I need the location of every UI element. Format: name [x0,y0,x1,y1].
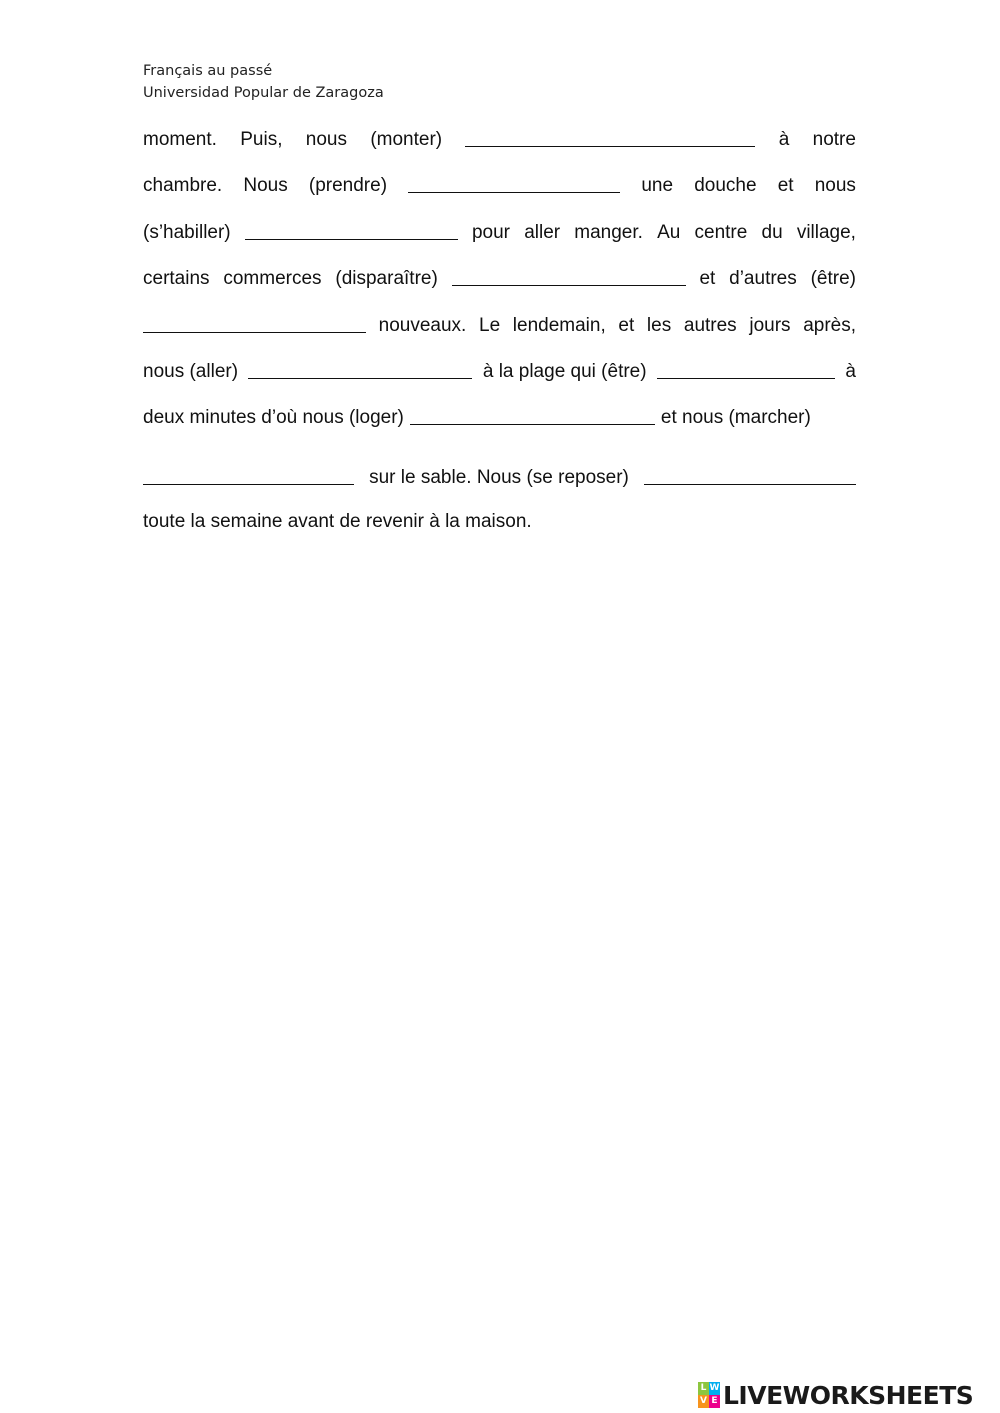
word: centre [694,222,748,243]
word: Au [657,222,681,243]
verb-prompt: (disparaître) [335,268,438,289]
verb-prompt: (être) [810,268,856,289]
paragraph-line-2 [143,172,856,198]
answer-blank-marcher[interactable] [143,466,354,485]
logo-icon-letter: W [709,1383,720,1393]
word: Nous [243,175,288,196]
answer-blank-disparaitre[interactable] [452,267,686,286]
word: nous [305,129,347,150]
word: Puis, [240,129,283,150]
paragraph-line-8 [143,464,856,490]
paragraph-line-3 [143,219,856,245]
word: à [845,361,856,382]
word: certains [143,268,210,289]
liveworksheets-logo-icon [698,1382,720,1408]
header-title: Français au passé [143,63,273,79]
word: nous [814,175,856,196]
word: chambre. [143,175,223,196]
text-segment: toute la semaine avant de revenir à la maison. [143,511,532,532]
word: et [618,315,635,336]
word: manger. [574,222,643,243]
word: notre [812,129,856,150]
answer-blank-se-reposer[interactable] [644,466,856,485]
logo-text: LIVEWORKSHEETS [723,1380,974,1410]
word: pour [471,222,511,243]
word: du [761,222,783,243]
text-segment: à la plage qui (être) [482,361,647,382]
text-segment: sur le sable. Nous (se reposer) [369,467,629,488]
paragraph-line-1 [143,126,856,152]
word: lendemain, [512,315,606,336]
answer-blank-etre-2[interactable] [657,360,835,379]
word: à [778,129,790,150]
answer-blank-aller[interactable] [248,360,472,379]
word: moment. [143,129,217,150]
word: commerces [223,268,322,289]
word: après, [803,315,856,336]
word: et [699,268,716,289]
answer-blank-prendre[interactable] [408,174,620,193]
text-segment: nous (aller) [143,361,239,382]
verb-prompt: (s’habiller) [143,222,231,243]
header-institution: Universidad Popular de Zaragoza [143,85,384,101]
word: Le [479,315,501,336]
paragraph-line-5 [143,312,856,338]
paragraph-line-7 [143,404,856,430]
document-header [143,60,384,104]
word: village, [796,222,856,243]
answer-blank-loger[interactable] [410,406,655,425]
word: aller [524,222,561,243]
paragraph-line-9 [143,510,856,534]
paragraph-line-4 [143,265,856,291]
word: les [646,315,672,336]
logo-icon-letter: V [698,1395,709,1408]
word: jours [749,315,791,336]
word: autres [683,315,737,336]
verb-prompt: (monter) [370,129,443,150]
word: une [641,175,674,196]
liveworksheets-logo [698,1380,973,1410]
answer-blank-shabiller[interactable] [245,221,458,240]
verb-prompt: (prendre) [308,175,388,196]
paragraph-line-6 [143,358,856,384]
answer-blank-monter[interactable] [465,128,755,147]
text-segment: et nous (marcher) [660,407,811,428]
word: d’autres [729,268,797,289]
logo-icon-letter: L [698,1382,709,1395]
answer-blank-etre-1[interactable] [143,314,366,333]
text-segment: deux minutes d’où nous (loger) [143,407,404,428]
word: et [777,175,794,196]
logo-icon-letter: E [709,1395,720,1408]
word: nouveaux. [378,315,467,336]
word: douche [694,175,757,196]
